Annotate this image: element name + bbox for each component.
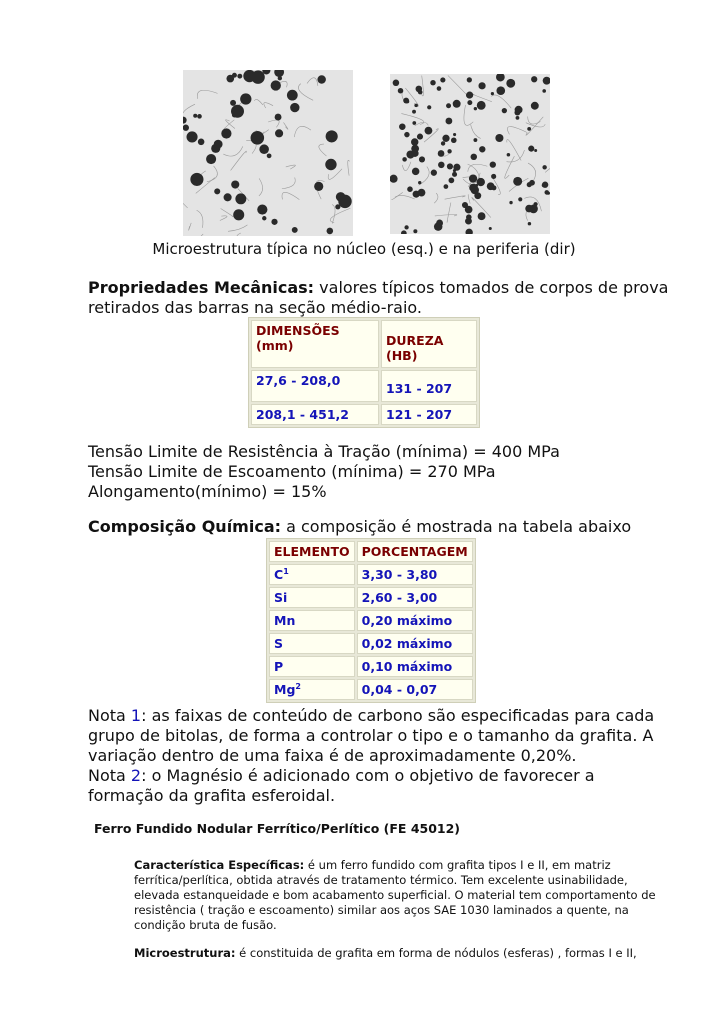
note-2: Nota 2: o Magnésio é adicionado com o objetivo de favorecer a <box>88 766 595 785</box>
note-2-ref: 2 <box>130 766 142 785</box>
chem-element: S <box>269 633 355 654</box>
note-2-line-2: formação da grafita esferoidal. <box>88 786 336 805</box>
chem-percentage: 0,02 máximo <box>357 633 473 654</box>
micro-heading: Microestrutura: <box>134 946 236 960</box>
note-1-ref: 1 <box>130 706 142 725</box>
chem-element: P <box>269 656 355 677</box>
notes-block <box>88 706 708 806</box>
section-title: Ferro Fundido Nodular Ferrítico/Perlítico (FE 45012) <box>94 821 461 836</box>
mech-text-1: valores típicos tomados de corpos de prova <box>314 278 669 297</box>
note-1-line-3: variação dentro de uma faixa é de aproximadamente 0,20%. <box>88 746 577 765</box>
properties-block <box>88 442 688 502</box>
specs-line-3: elevada estanqueidade e bom acabamento superficial. O material tem comportamento de <box>134 888 656 902</box>
mech-cell: 208,1 - 451,2 <box>251 404 379 425</box>
chem-text: a composição é mostrada na tabela abaixo <box>281 517 632 536</box>
elongation: Alongamento(mínimo) = 15% <box>88 482 327 501</box>
chem-percentage: 3,30 - 3,80 <box>357 564 473 585</box>
note-1: Nota 1: as faixas de conteúdo de carbono são especificadas para cada <box>88 706 655 725</box>
chem-element: Mg$^2$ <box>269 679 355 700</box>
specs-line-5: condição bruta de fusão. <box>134 918 277 932</box>
mech-header-hardness: DUREZA (HB) <box>381 320 477 368</box>
chem-percentage: 0,20 máximo <box>357 610 473 631</box>
footnote-ref: 1 <box>283 567 289 576</box>
mech-header-dim: DIMENSÕES (mm) <box>251 320 379 368</box>
specs-block <box>134 858 694 933</box>
mech-text-2: retirados das barras na seção médio-raio. <box>88 298 422 317</box>
figure-caption: Microestrutura típica no núcleo (esq.) e na periferia (dir) <box>152 240 576 258</box>
chem-element: Mn <box>269 610 355 631</box>
specs-line-2: ferrítica/perlítica, obtida através de tratamento térmico. Tem excelente usinabilidade, <box>134 873 628 887</box>
mech-cell: 121 - 207 <box>381 404 477 425</box>
chem-percentage: 0,10 máximo <box>357 656 473 677</box>
mech-cell: 131 - 207 <box>381 370 477 402</box>
chem-element: Si <box>269 587 355 608</box>
yield-strength: Tensão Limite de Escoamento (mínima) = 270 MPa <box>88 462 496 481</box>
microstructure-line <box>134 946 694 961</box>
micrograph-core <box>183 70 353 236</box>
mech-paragraph <box>88 278 688 318</box>
tensile-strength: Tensão Limite de Resistência à Tração (mínima) = 400 MPa <box>88 442 560 461</box>
note-1-line-2: grupo de bitolas, de forma a controlar o tipo e o tamanho da grafita. A <box>88 726 654 745</box>
mech-heading: Propriedades Mecânicas: <box>88 278 315 297</box>
chem-header-percentage: PORCENTAGEM <box>357 541 473 562</box>
mech-cell: 27,6 - 208,0 <box>251 370 379 402</box>
chem-paragraph <box>88 517 688 537</box>
chem-percentage: 2,60 - 3,00 <box>357 587 473 608</box>
chem-header-element: ELEMENTO <box>269 541 355 562</box>
specs-line-1: é um ferro fundido com grafita tipos I e II, em matriz <box>304 858 611 872</box>
chem-table <box>266 538 476 703</box>
mech-table <box>248 317 480 428</box>
chem-heading: Composição Química: <box>88 517 282 536</box>
specs-line-4: resistência ( tração e escoamento) similar aos aços SAE 1030 laminados a quente, na <box>134 903 629 917</box>
micrograph-periphery <box>390 74 550 234</box>
chem-element: $C^1$ <box>269 564 355 585</box>
specs-heading: Característica Específicas: <box>134 858 305 872</box>
chem-percentage: 0,04 - 0,07 <box>357 679 473 700</box>
micro-text: é constituida de grafita em forma de nódulos (esferas) , formas I e II, <box>235 946 637 960</box>
footnote-ref: 2 <box>295 682 301 692</box>
